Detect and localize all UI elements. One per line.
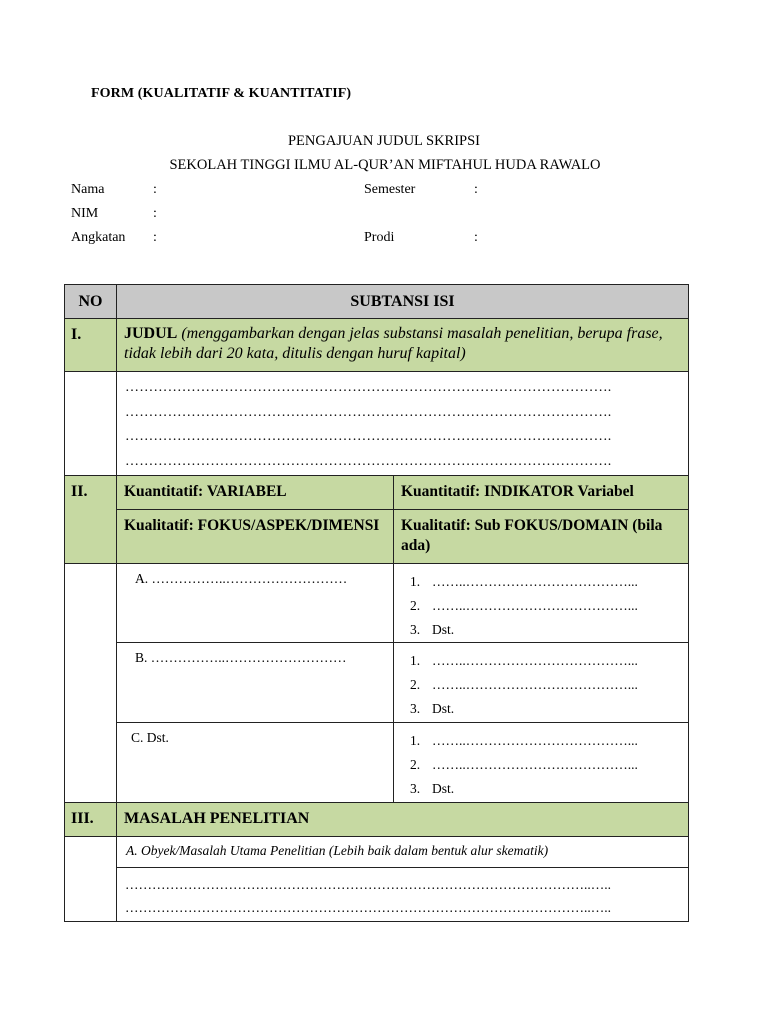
field-label-semester: Semester bbox=[364, 182, 416, 197]
judul-label: JUDUL bbox=[124, 325, 178, 342]
list-item bbox=[410, 649, 682, 673]
section-number-1: I. bbox=[65, 319, 117, 372]
field-label-nim: NIM bbox=[71, 206, 99, 221]
field-label-angkatan: Angkatan bbox=[71, 230, 126, 245]
judul-fill-row bbox=[65, 372, 689, 476]
section-variabel-row bbox=[65, 476, 689, 510]
field-nama-colon: : bbox=[153, 182, 157, 197]
list-text: ……..………………………………... bbox=[432, 574, 638, 589]
variabel-row-a bbox=[65, 564, 689, 643]
list-item bbox=[410, 697, 682, 721]
field-label-nama: Nama bbox=[71, 182, 105, 197]
dot-line: …………………………………………………………………………………………. bbox=[125, 429, 612, 444]
form-type-heading: FORM (KUALITATIF & KUANTITATIF) bbox=[91, 86, 352, 101]
obyek-row bbox=[65, 837, 689, 868]
list-number: 3. bbox=[410, 701, 421, 716]
list-text: ……..………………………………... bbox=[432, 653, 638, 668]
document-title: PENGAJUAN JUDUL SKRIPSI bbox=[287, 133, 480, 149]
section-number-3: III. bbox=[65, 803, 117, 837]
institution-name: SEKOLAH TINGGI ILMU AL-QUR’AN MIFTAHUL HUDA RAWALO bbox=[169, 157, 601, 173]
indikator-list-c[interactable] bbox=[394, 723, 689, 803]
field-prodi-colon: : bbox=[474, 230, 478, 245]
list-text: Dst. bbox=[432, 701, 455, 716]
judul-fill-lines[interactable] bbox=[117, 372, 689, 476]
substansi-table bbox=[64, 284, 689, 922]
list-number: 3. bbox=[410, 781, 421, 796]
field-nama bbox=[71, 182, 104, 198]
list-item bbox=[410, 673, 682, 697]
list-number: 2. bbox=[410, 677, 421, 692]
table-header-row bbox=[65, 285, 689, 319]
obyek-masalah-label: A. Obyek/Masalah Utama Penelitian (Lebih baik dalam bentuk alur skematik) bbox=[117, 837, 689, 868]
list-number: 2. bbox=[410, 598, 421, 613]
list-item bbox=[410, 777, 682, 801]
field-nim-colon: : bbox=[153, 206, 157, 221]
masalah-penelitian-label: MASALAH PENELITIAN bbox=[117, 803, 689, 837]
indikator-list-a[interactable] bbox=[394, 564, 689, 643]
masalah-fill-lines[interactable] bbox=[117, 868, 689, 922]
empty-no-cell bbox=[65, 372, 117, 476]
field-angkatan-colon: : bbox=[153, 230, 157, 245]
section-fokus-row bbox=[65, 510, 689, 564]
section-masalah-row bbox=[65, 803, 689, 837]
list-text: ……..………………………………... bbox=[432, 757, 638, 772]
list-item bbox=[410, 729, 682, 753]
field-semester-colon: : bbox=[474, 182, 478, 197]
dot-line: …………………………………………………………………………………………. bbox=[125, 404, 612, 420]
section-judul-row bbox=[65, 319, 689, 372]
list-text: Dst. bbox=[432, 622, 455, 637]
list-number: 3. bbox=[410, 622, 421, 637]
list-number: 2. bbox=[410, 757, 421, 772]
indikator-list-b[interactable] bbox=[394, 643, 689, 723]
variabel-row-b bbox=[65, 643, 689, 723]
list-item bbox=[410, 594, 682, 618]
judul-description: (menggambarkan dengan jelas substansi masalah penelitian, berupa frase, tidak lebih dari 20 kata, ditulis dengan huruf kapital) bbox=[124, 325, 663, 362]
dot-line: …………………………………………………………………………………………. bbox=[125, 380, 612, 395]
empty-no-cell bbox=[65, 564, 117, 803]
list-item bbox=[410, 618, 682, 642]
masalah-fill-row bbox=[65, 868, 689, 922]
kuantitatif-indikator-label: Kuantitatif: INDIKATOR Variabel bbox=[394, 476, 689, 510]
section-number-2: II. bbox=[65, 476, 117, 564]
empty-no-cell bbox=[65, 837, 117, 922]
list-item bbox=[410, 753, 682, 777]
variabel-row-c bbox=[65, 723, 689, 803]
list-text: Dst. bbox=[432, 781, 455, 796]
kualitatif-fokus-label: Kualitatif: FOKUS/ASPEK/DIMENSI bbox=[117, 510, 394, 564]
list-number: 1. bbox=[410, 733, 421, 748]
variabel-a[interactable]: A. ……………..……………………… bbox=[117, 564, 394, 643]
list-text: ……..………………………………... bbox=[432, 677, 638, 692]
dot-line: …………………………………………………………………………………………..….. bbox=[125, 877, 611, 892]
list-text: ……..………………………………... bbox=[432, 733, 638, 748]
list-text: ……..………………………………... bbox=[432, 598, 638, 613]
kualitatif-subfokus-label: Kualitatif: Sub FOKUS/DOMAIN (bila ada) bbox=[394, 510, 689, 564]
dot-line: …………………………………………………………………………………………..….. bbox=[125, 900, 611, 915]
dot-line: …………………………………………………………………………………………. bbox=[125, 453, 612, 469]
header-no: NO bbox=[65, 285, 117, 319]
judul-heading bbox=[117, 319, 689, 372]
header-substansi: SUBTANSI ISI bbox=[117, 285, 689, 319]
variabel-b[interactable]: B. ……………..……………………… bbox=[117, 643, 394, 723]
list-item bbox=[410, 570, 682, 594]
list-number: 1. bbox=[410, 653, 421, 668]
kuantitatif-variabel-label: Kuantitatif: VARIABEL bbox=[117, 476, 394, 510]
list-number: 1. bbox=[410, 574, 421, 589]
variabel-c[interactable]: C. Dst. bbox=[117, 723, 394, 803]
field-label-prodi: Prodi bbox=[364, 230, 395, 245]
